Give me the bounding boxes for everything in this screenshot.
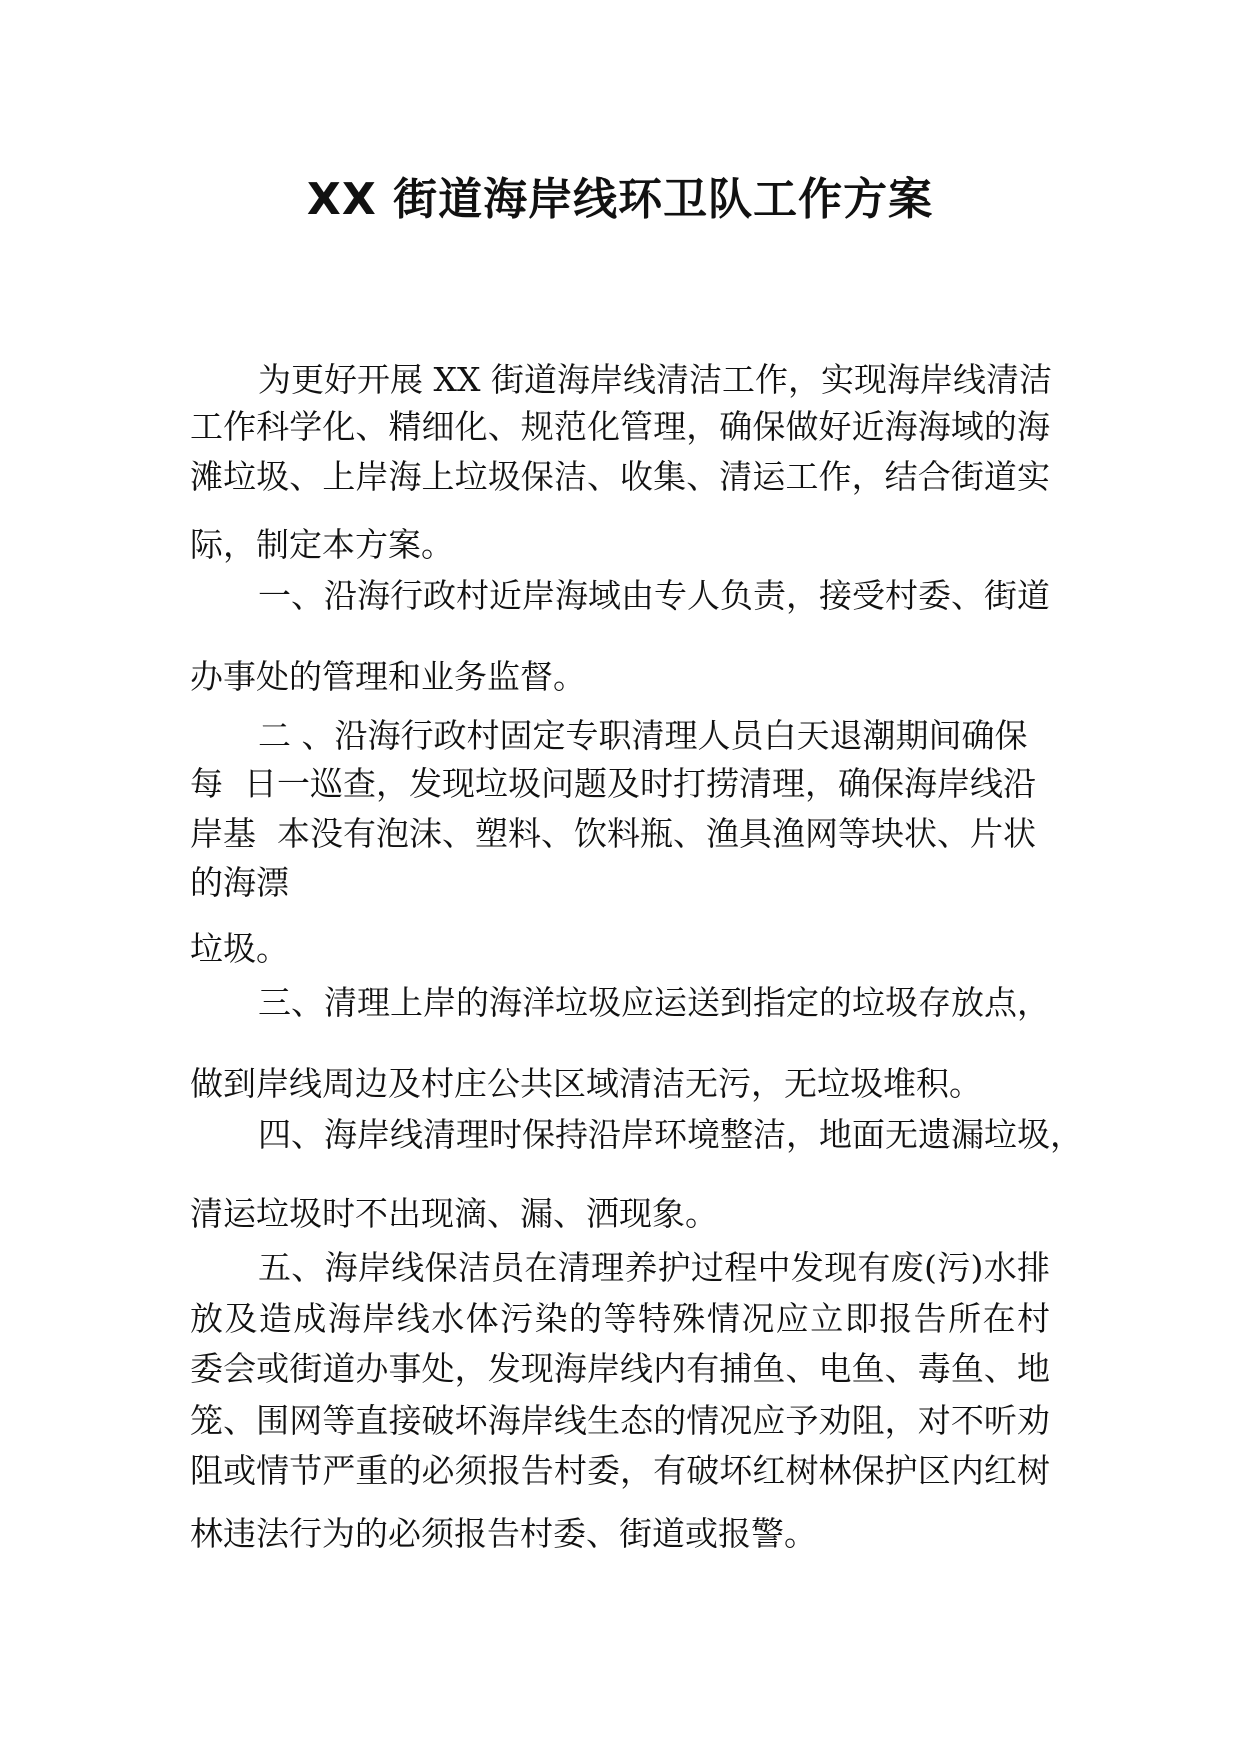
paragraph-line: 五、海岸线保洁员在清理养护过程中发现有废(污)水排	[258, 1248, 1050, 1287]
paragraph-line: 三、清理上岸的海洋垃圾应运送到指定的垃圾存放点，	[258, 983, 1050, 1022]
paragraph-line: 为更好开展 XX 街道海岸线清洁工作，实现海岸线清洁	[258, 360, 1052, 399]
paragraph-line: 每 日一巡查，发现垃圾问题及时打捞清理，确保海岸线沿	[190, 764, 1036, 803]
paragraph-line: 二 、沿海行政村固定专职清理人员白天退潮期间确保	[258, 716, 1028, 755]
paragraph-line: 的海漂	[190, 863, 289, 902]
document-title: XX 街道海岸线环卫队工作方案	[306, 174, 934, 225]
paragraph-line: 一、沿海行政村近岸海域由专人负责，接受村委、街道	[258, 576, 1050, 615]
paragraph-line: 办事处的管理和业务监督。	[190, 657, 586, 696]
paragraph-line: 阻或情节严重的必须报告村委，有破坏红树林保护区内红树	[190, 1451, 1050, 1490]
paragraph-line: 垃圾。	[190, 929, 289, 968]
paragraph-line: 林违法行为的必须报告村委、街道或报警。	[190, 1514, 817, 1553]
paragraph-line: 清运垃圾时不出现滴、漏、洒现象。	[190, 1194, 718, 1233]
paragraph-line: 四、海岸线清理时保持沿岸环境整洁，地面无遗漏垃圾，	[258, 1115, 1083, 1154]
paragraph-line: 放及造成海岸线水体污染的等特殊情况应立即报告所在村	[190, 1299, 1050, 1338]
paragraph-line: 委会或街道办事处，发现海岸线内有捕鱼、电鱼、毒鱼、地	[190, 1349, 1050, 1388]
paragraph-line: 笼、围网等直接破坏海岸线生态的情况应予劝阻，对不听劝	[190, 1401, 1050, 1440]
paragraph-line: 工作科学化、精细化、规范化管理，确保做好近海海域的海	[190, 407, 1050, 446]
paragraph-line: 际，制定本方案。	[190, 525, 454, 564]
paragraph-line: 岸基 本没有泡沫、塑料、饮料瓶、渔具渔网等块状、片状	[190, 814, 1036, 853]
paragraph-line: 滩垃圾、上岸海上垃圾保洁、收集、清运工作，结合街道实	[190, 457, 1050, 496]
paragraph-line: 做到岸线周边及村庄公共区域清洁无污，无垃圾堆积。	[190, 1064, 982, 1103]
